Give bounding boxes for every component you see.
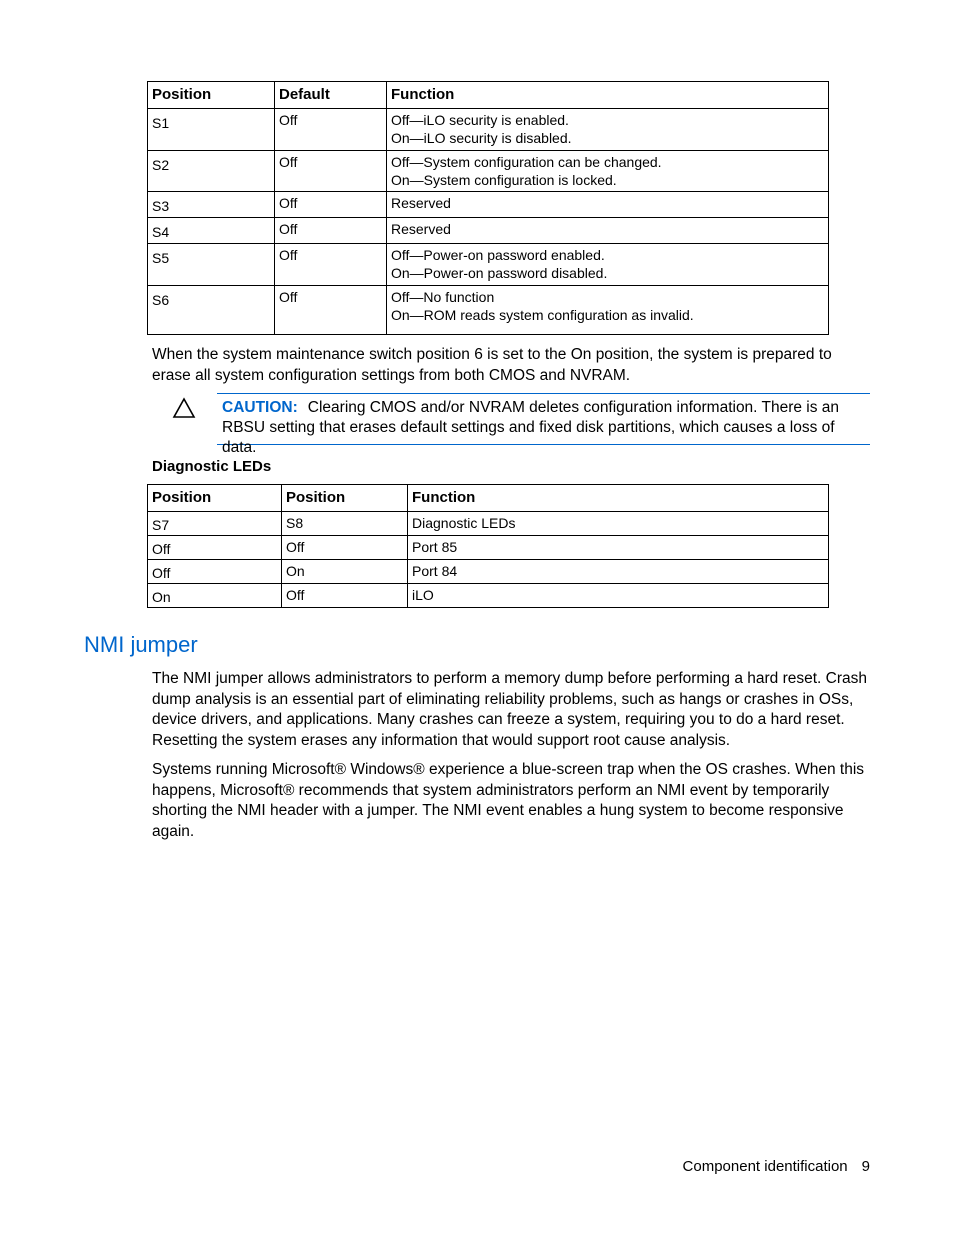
table-cell: Off — [282, 584, 408, 608]
table-cell: Port 85 — [408, 536, 829, 560]
table-row — [148, 286, 829, 335]
caution-box — [217, 393, 870, 456]
function-cell — [387, 109, 829, 151]
default-cell: Off — [275, 244, 387, 286]
default-cell: Off — [275, 109, 387, 151]
default-cell: Off — [275, 151, 387, 192]
page-number: 9 — [861, 1158, 870, 1175]
nmi-paragraph: Systems running Microsoft® Windows® experience a blue-screen trap when the OS crashes. When this happens, Microsoft® recommends that system administrators perform an NMI event by temporarily shorting the NMI header with a jumper. The NMI event enables a hung system to become responsive again. — [152, 761, 865, 840]
function-line: Off—System configuration can be changed. — [391, 154, 662, 170]
table-row — [148, 151, 829, 192]
footer-section-name: Component identification — [682, 1158, 848, 1175]
default-cell: Off — [275, 192, 387, 218]
function-line: Reserved — [391, 221, 451, 237]
table-cell: Off — [282, 536, 408, 560]
table-row — [148, 244, 829, 286]
column-header: Position — [148, 485, 282, 512]
table-cell: On — [148, 584, 282, 608]
function-cell — [387, 192, 829, 218]
function-line: Off—No function — [391, 289, 495, 305]
function-cell — [387, 286, 829, 335]
function-cell — [387, 151, 829, 192]
table-cell: iLO — [408, 584, 829, 608]
caution-label: CAUTION: — [222, 399, 298, 416]
function-line: Off—Power-on password enabled. — [391, 247, 605, 263]
table-row — [148, 512, 829, 536]
table-cell: S8 — [282, 512, 408, 536]
table-cell: On — [282, 560, 408, 584]
position-cell: S5 — [148, 244, 275, 286]
column-header: Position — [282, 485, 408, 512]
diagnostic-leds-heading: Diagnostic LEDs — [152, 458, 272, 475]
table-row — [148, 218, 829, 244]
position-cell: S3 — [148, 192, 275, 218]
position-cell: S4 — [148, 218, 275, 244]
column-header: Function — [408, 485, 829, 512]
table-cell: Off — [148, 536, 282, 560]
function-line: On—ROM reads system configuration as invalid. — [391, 307, 694, 323]
table-cell: Diagnostic LEDs — [408, 512, 829, 536]
position-cell: S1 — [148, 109, 275, 151]
function-line: On—iLO security is disabled. — [391, 130, 572, 146]
table-cell: S7 — [148, 512, 282, 536]
diagnostic-leds-table — [147, 484, 829, 608]
table-cell: Port 84 — [408, 560, 829, 584]
table-row — [148, 560, 829, 584]
column-header: Function — [387, 82, 829, 109]
function-line: Reserved — [391, 195, 451, 211]
table-cell: Off — [148, 560, 282, 584]
position-cell: S6 — [148, 286, 275, 335]
table-row — [148, 584, 829, 608]
switch-settings-table — [147, 81, 829, 335]
warning-triangle-icon — [172, 397, 196, 419]
function-line: On—Power-on password disabled. — [391, 265, 608, 281]
function-line: On—System configuration is locked. — [391, 172, 617, 188]
default-cell: Off — [275, 218, 387, 244]
table-header-row — [148, 82, 829, 109]
page-footer — [683, 1158, 870, 1175]
nmi-paragraph: The NMI jumper allows administrators to perform a memory dump before performing a hard reset. Crash dump analysis is an essential part of eliminating reliability problems, such as hangs or crashes in OSs, device drivers, and applications. Many crashes can freeze a system, requiring you to do a hard reset. Resetting the system erases any information that would support root cause analysis. — [152, 670, 867, 749]
function-line: Off—iLO security is enabled. — [391, 112, 569, 128]
function-cell — [387, 244, 829, 286]
column-header: Default — [275, 82, 387, 109]
table-row — [148, 536, 829, 560]
table-row — [148, 192, 829, 218]
caution-text: Clearing CMOS and/or NVRAM deletes configuration information. There is an RBSU setting that erases default settings and fixed disk partitions, which causes a loss of data. — [222, 399, 840, 456]
table-row — [148, 109, 829, 151]
column-header: Position — [148, 82, 275, 109]
default-cell: Off — [275, 286, 387, 335]
table-header-row — [148, 485, 829, 512]
position-cell: S2 — [148, 151, 275, 192]
maintenance-switch-note: When the system maintenance switch position 6 is set to the On position, the system is prepared to erase all system configuration settings from both CMOS and NVRAM. — [152, 346, 832, 384]
function-cell — [387, 218, 829, 244]
section-title: NMI jumper — [84, 632, 198, 657]
